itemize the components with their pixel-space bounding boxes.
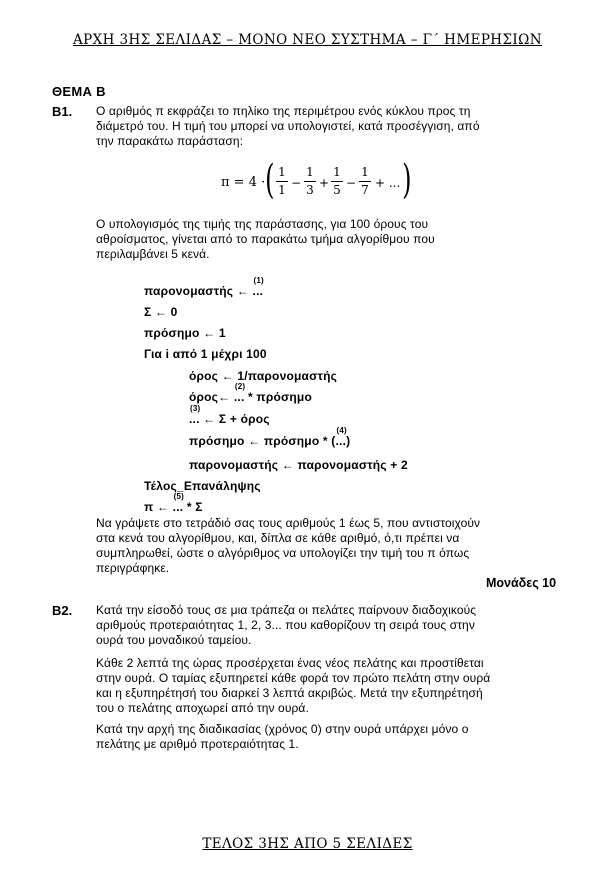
blank-2: (2) ... (233, 382, 246, 404)
b1-intro (96, 104, 566, 149)
b2-paragraph-1 (96, 603, 566, 648)
text-line: και η εξυπηρέτησή του διαρκεί 3 λεπτά ακριβώς. Μετά την εξυπηρέτησή (96, 686, 483, 700)
fraction: 1 5 (331, 165, 343, 198)
algo-line-8: πρόσημο ← πρόσημο * ( (4) ...) (189, 426, 351, 448)
marks-label: Μονάδες 10 (486, 576, 557, 590)
operator: − (346, 176, 357, 190)
operator: − (291, 176, 302, 190)
b2-paragraph-3 (96, 722, 566, 752)
blank-1: (1) ... (252, 276, 264, 298)
blank-3: (3) ... (189, 404, 201, 426)
algo-line-3: πρόσημο ← 1 (144, 326, 226, 340)
text-line: Να γράψετε στο τετράδιό σας τους αριθμούς 1 έως 5, που αντιστοιχούν (96, 516, 481, 530)
text-line: Κάθε 2 λεπτά της ώρας προσέρχεται ένας νέος πελάτης και προστίθεται (96, 656, 484, 670)
algo-line-1: παρονομαστής ← (1) ... (144, 276, 264, 298)
right-paren: ) (402, 157, 412, 203)
text-line: ουρά του μοναδικού ταμείου. (96, 633, 252, 647)
pi-formula (218, 158, 418, 208)
fraction: 1 7 (359, 165, 371, 198)
text-line: αριθμούς προτεραιότητας 1, 2, 3... που καθορίζουν τη σειρά τους στην (96, 618, 475, 632)
algo-line-9: παρονομαστής ← παρονομαστής + 2 (189, 458, 408, 472)
b2-paragraph-2 (96, 656, 566, 716)
question-b2-label: Β2. (52, 603, 73, 618)
algo-line-11: π ← (5) ... * Σ (144, 492, 203, 514)
text-line: συμπληρωθεί, ώστε ο αλγόριθμος να υπολογίζει την τιμή του π όπως (96, 546, 470, 560)
blank-5: (5) ... (172, 492, 185, 514)
algo-line-7: (3) ... ← Σ + όρος (189, 404, 270, 426)
b1-instruction (96, 516, 566, 576)
page-footer: ΤΕΛΟΣ 3ΗΣ ΑΠΟ 5 ΣΕΛΙΔΕΣ (202, 836, 413, 852)
formula-lhs: π = 4 · (221, 175, 266, 190)
text-line: περιλαμβάνει 5 κενά. (96, 247, 210, 261)
page-header: ΑΡΧΗ 3ΗΣ ΣΕΛΙΔΑΣ – ΜΟΝΟ ΝΕΟ ΣΥΣΤΗΜΑ – Γ΄ ΗΜΕΡΗΣΙΩΝ (73, 32, 542, 48)
algo-line-10: Τέλος_Επανάληψης (144, 479, 261, 493)
text-line: στην ουρά. Ο ταμίας εξυπηρετεί κάθε φορά τον πρώτο πελάτη στην ουρά (96, 671, 491, 685)
text-line: στα κενά του αλγορίθμου, και, δίπλα σε κάθε αριθμό, ό,τι πρέπει να (96, 531, 460, 545)
blank-4: (4) ... (335, 426, 347, 448)
text-line: Ο υπολογισμός της τιμής της παράστασης, για 100 όρους του (96, 217, 429, 231)
text-line: περιγράφηκε. (96, 561, 170, 575)
text-line: την παρακάτω παράσταση: (96, 134, 244, 148)
algo-line-6: όρος← (2) ... * πρόσημο (189, 382, 312, 404)
text-line: αθροίσματος, γίνεται από το παρακάτω τμήμα αλγορίθμου που (96, 232, 435, 246)
text-line: του ο πελάτης αποχωρεί από την ουρά. (96, 701, 309, 715)
text-line: Κατά την αρχή της διαδικασίας (χρόνος 0) στην ουρά υπάρχει μόνο ο (96, 722, 469, 736)
fraction: 1 3 (304, 165, 316, 198)
text-line: Κατά την είσοδό τους σε μια τράπεζα οι πελάτες παίρνουν διαδοχικούς (96, 603, 477, 617)
algo-line-4: Για i από 1 μέχρι 100 (144, 347, 267, 361)
text-line: πελάτης με αριθμό προτεραιότητας 1. (96, 737, 299, 751)
algo-line-2: Σ ← 0 (144, 305, 178, 319)
topic-title: ΘΕΜΑ Β (52, 84, 106, 99)
question-b1-label: Β1. (52, 104, 73, 119)
text-line: Ο αριθμός π εκφράζει το πηλίκο της περιμέτρου ενός κύκλου προς τη (96, 104, 471, 118)
left-paren: ( (265, 157, 275, 203)
b1-description (96, 217, 566, 262)
text-line: διάμετρό του. Η τιμή του μπορεί να υπολογιστεί, κατά προσέγγιση, από (96, 119, 480, 133)
operator: + ... (375, 176, 401, 190)
fraction: 1 1 (276, 165, 288, 198)
operator: + (319, 176, 330, 190)
algo-line-5: όρος ← 1/παρονομαστής (189, 369, 338, 383)
